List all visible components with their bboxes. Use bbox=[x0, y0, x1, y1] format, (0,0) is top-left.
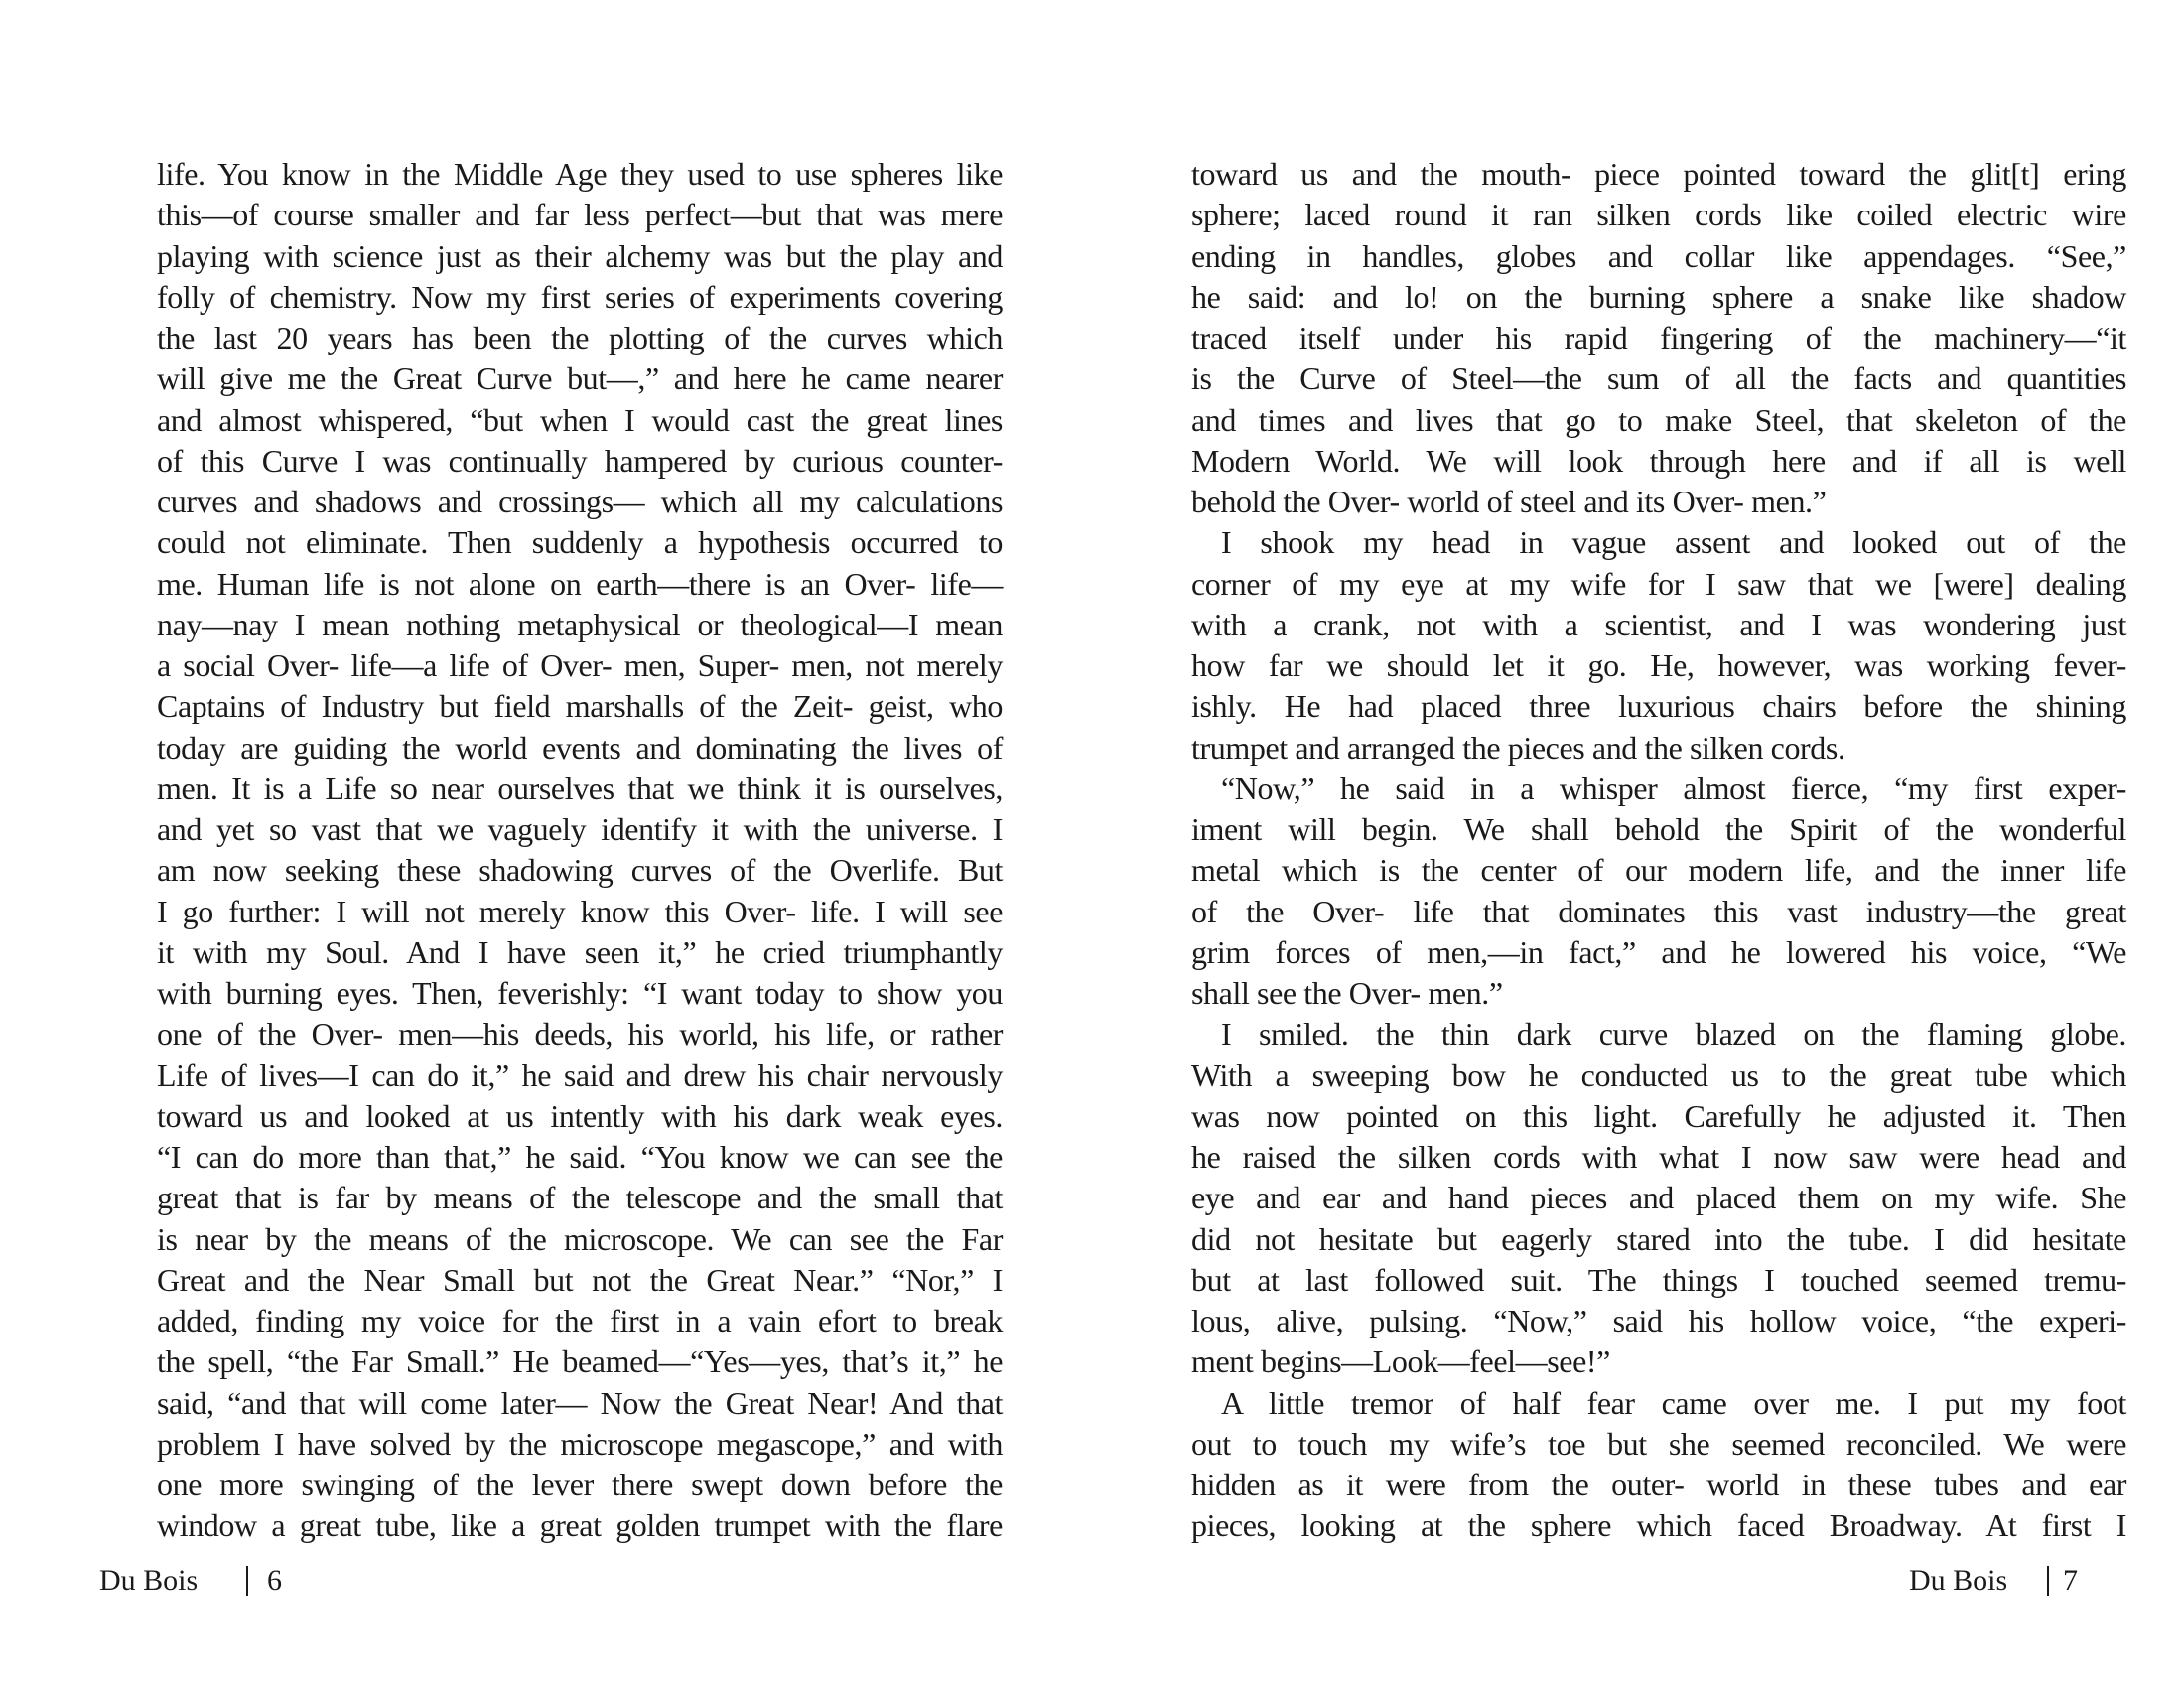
text-line: eye and ear and hand pieces and placed them on my wife. She bbox=[1191, 1180, 2126, 1216]
text-line: one of the Over- men—his deeds, his world, his life, or rather bbox=[157, 1016, 1003, 1053]
text-line: he said: and lo! on the burning sphere a snake like shadow bbox=[1191, 278, 2126, 315]
text-line: out to touch my wife’s toe but she seemed reconciled. We were bbox=[1191, 1425, 2126, 1462]
text-line: it with my Soul. And I have seen it,” he cried triumphantly bbox=[157, 933, 1003, 970]
text-line: With a sweeping bow he conducted us to the great tube which bbox=[1191, 1056, 2126, 1093]
text-line: I go further: I will not merely know this Over- life. I will see bbox=[157, 893, 1003, 929]
text-line: the spell, “the Far Small.” He beamed—“Yes—yes, that’s it,” he bbox=[157, 1343, 1003, 1380]
running-footer-author: Du Bois bbox=[1909, 1564, 2008, 1597]
text-line: me. Human life is not alone on earth—there is an Over- life— bbox=[157, 565, 1003, 602]
text-line: “I can do more than that,” he said. “You know we can see the bbox=[157, 1139, 1003, 1175]
text-line: he raised the silken cords with what I now saw were head and bbox=[1191, 1139, 2126, 1175]
text-line: behold the Over- world of steel and its Over- men.” bbox=[1191, 484, 1827, 519]
text-line: said, “and that will come later— Now the Great Near! And that bbox=[157, 1384, 1003, 1421]
text-line: toward us and the mouth- piece pointed toward the glit[t] ering bbox=[1191, 156, 2126, 192]
text-line: ending in handles, globes and collar like appendages. “See,” bbox=[1191, 237, 2126, 274]
text-line: of this Curve I was continually hampered by curious counter- bbox=[157, 442, 1003, 479]
text-line: great that is far by means of the telescope and the small that bbox=[157, 1180, 1003, 1216]
text-line: “Now,” he said in a whisper almost fierce, “my first exper- bbox=[1221, 770, 2126, 806]
text-line: trumpet and arranged the pieces and the silken cords. bbox=[1191, 729, 1845, 766]
text-line: Great and the Near Small but not the Great Near.” “Nor,” I bbox=[157, 1261, 1003, 1298]
left-page-body-text bbox=[157, 154, 1003, 1547]
text-line: pieces, looking at the sphere which faced Broadway. At first I bbox=[1191, 1507, 2126, 1544]
text-line: Life of lives—I can do it,” he said and drew his chair nervously bbox=[157, 1056, 1003, 1093]
text-line: this—of course smaller and far less perfect—but that was mere bbox=[157, 197, 1003, 233]
text-line: lous, alive, pulsing. “Now,” said his hollow voice, “the experi- bbox=[1191, 1303, 2126, 1338]
text-line: with a crank, not with a scientist, and I was wondering just bbox=[1191, 606, 2126, 642]
text-line: metal which is the center of our modern life, and the inner life bbox=[1191, 852, 2126, 889]
text-line: ishly. He had placed three luxurious chairs before the shining bbox=[1191, 688, 2126, 725]
text-line: sphere; laced round it ran silken cords like coiled electric wire bbox=[1191, 197, 2126, 233]
page-number: 7 bbox=[2063, 1564, 2078, 1597]
text-line: and yet so vast that we vaguely identify it with the universe. I bbox=[157, 811, 1003, 847]
text-line: curves and shadows and crossings— which all my calculations bbox=[157, 484, 1003, 519]
right-page-body-text bbox=[1191, 154, 2126, 1547]
right-page-footer bbox=[1092, 1561, 2184, 1601]
text-line: but at last followed suit. The things I touched seemed tremu- bbox=[1191, 1261, 2126, 1298]
text-line: problem I have solved by the microscope megascope,” and with bbox=[157, 1425, 1003, 1462]
text-line: I shook my head in vague assent and looked out of the bbox=[1221, 524, 2126, 561]
text-line: window a great tube, like a great golden trumpet with the flare bbox=[157, 1507, 1003, 1544]
text-line: is the Curve of Steel—the sum of all the facts and quantities bbox=[1191, 360, 2126, 397]
text-line: added, finding my voice for the first in a vain efort to break bbox=[157, 1303, 1003, 1338]
text-line: could not eliminate. Then suddenly a hypothesis occurred to bbox=[157, 524, 1003, 561]
right-page bbox=[1092, 0, 2184, 1688]
page-number: 6 bbox=[267, 1564, 282, 1597]
text-line: nay—nay I mean nothing metaphysical or theological—I mean bbox=[157, 606, 1003, 642]
footer-divider bbox=[2047, 1566, 2049, 1596]
text-line: today are guiding the world events and dominating the lives of bbox=[157, 729, 1003, 766]
text-line: life. You know in the Middle Age they used to use spheres like bbox=[157, 156, 1003, 192]
text-line: am now seeking these shadowing curves of the Overlife. But bbox=[157, 852, 1003, 889]
text-line: iment will begin. We shall behold the Spirit of the wonderful bbox=[1191, 811, 2126, 847]
text-line: will give me the Great Curve but—,” and here he came nearer bbox=[157, 360, 1003, 397]
text-line: one more swinging of the lever there swept down before the bbox=[157, 1467, 1003, 1502]
text-line: ment begins—Look—feel—see!” bbox=[1191, 1343, 1610, 1380]
text-line: traced itself under his rapid fingering of the machinery—“it bbox=[1191, 320, 2126, 355]
text-line: playing with science just as their alchemy was but the play and bbox=[157, 237, 1003, 274]
text-line: and times and lives that go to make Steel, that skeleton of the bbox=[1191, 401, 2126, 438]
text-line: was now pointed on this light. Carefully he adjusted it. Then bbox=[1191, 1097, 2126, 1134]
text-line: shall see the Over- men.” bbox=[1191, 975, 1503, 1011]
text-line: folly of chemistry. Now my first series of experiments covering bbox=[157, 278, 1003, 315]
text-line: did not hesitate but eagerly stared into the tube. I did hesitate bbox=[1191, 1220, 2126, 1257]
text-line: Modern World. We will look through here and if all is well bbox=[1191, 442, 2126, 479]
text-line: toward us and looked at us intently with his dark weak eyes. bbox=[157, 1097, 1003, 1134]
text-line: Captains of Industry but field marshalls of the Zeit- geist, who bbox=[157, 688, 1003, 725]
text-line: I smiled. the thin dark curve blazed on the flaming globe. bbox=[1221, 1016, 2126, 1053]
text-line: with burning eyes. Then, feverishly: “I want today to show you bbox=[157, 975, 1003, 1011]
text-line: of the Over- life that dominates this vast industry—the great bbox=[1191, 893, 2126, 929]
text-line: the last 20 years has been the plotting of the curves which bbox=[157, 320, 1003, 355]
left-page-footer bbox=[0, 1561, 1092, 1601]
text-line: grim forces of men,—in fact,” and he lowered his voice, “We bbox=[1191, 933, 2126, 970]
text-line: and almost whispered, “but when I would cast the great lines bbox=[157, 401, 1003, 438]
footer-divider bbox=[246, 1566, 248, 1596]
text-line: hidden as it were from the outer- world in these tubes and ear bbox=[1191, 1467, 2126, 1502]
text-line: corner of my eye at my wife for I saw that we [were] dealing bbox=[1191, 565, 2126, 602]
text-line: is near by the means of the microscope. We can see the Far bbox=[157, 1220, 1003, 1257]
text-line: how far we should let it go. He, however, was working fever- bbox=[1191, 647, 2126, 683]
text-line: men. It is a Life so near ourselves that we think it is ourselves, bbox=[157, 770, 1003, 806]
running-footer-author: Du Bois bbox=[99, 1564, 199, 1597]
text-line: A little tremor of half fear came over me. I put my foot bbox=[1221, 1384, 2126, 1421]
text-line: a social Over- life—a life of Over- men, Super- men, not merely bbox=[157, 647, 1003, 683]
